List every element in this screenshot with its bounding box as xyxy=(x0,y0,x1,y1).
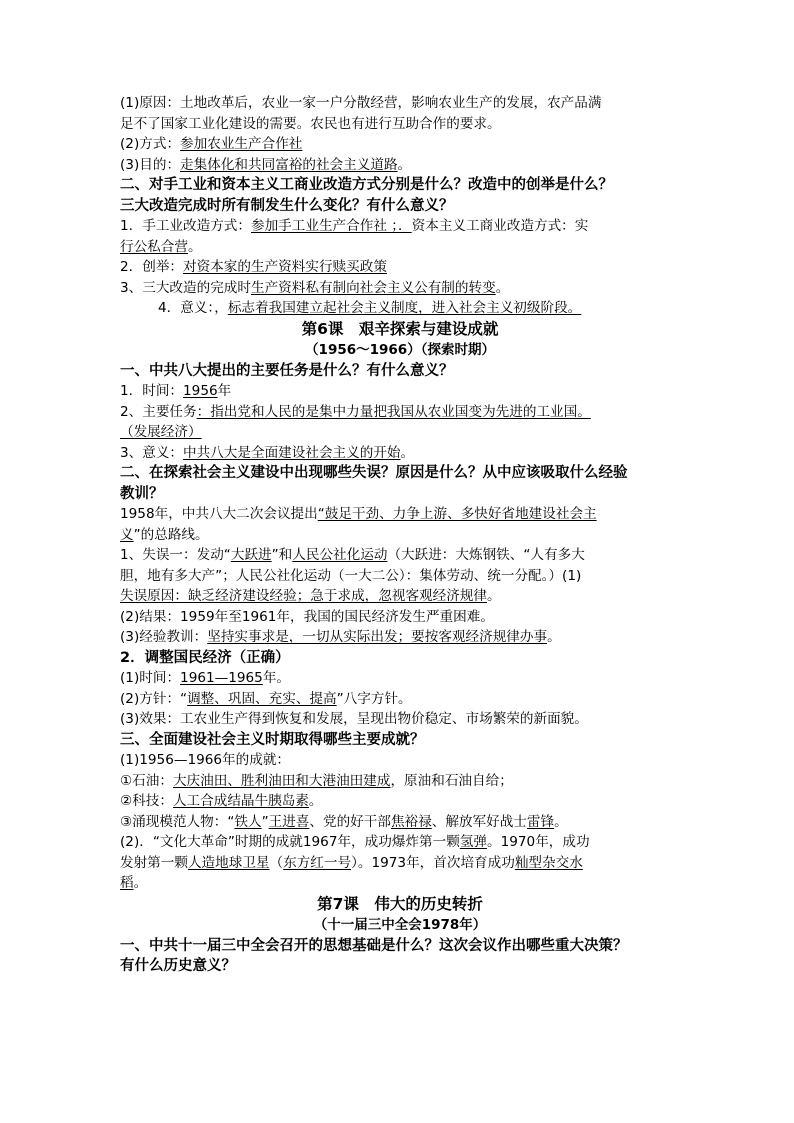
text-span: 胆，地有多大产”；人民公社化运动（一大二公）：集体劳动、统一分配。）(1) xyxy=(120,567,582,584)
text-line xyxy=(120,381,680,402)
text-span: 二、在探索社会主义建设中出现哪些失误？原因是什么？从中应该吸取什么经验 xyxy=(120,465,628,481)
text-line xyxy=(120,689,680,710)
text-span: 三大改造完成时所有制发生什么变化？有什么意义？ xyxy=(120,197,454,214)
underlined-answer: 调整、巩固、充实、提高 xyxy=(187,690,337,707)
underlined-answer: 走集体化和共同富裕的社会主义道路 xyxy=(180,156,398,173)
underlined-answer: 对资本家的生产资料实行赎买政策 xyxy=(183,259,387,275)
underlined-answer: 氢弹 xyxy=(459,834,487,850)
underlined-answer: 义 xyxy=(120,526,134,543)
lesson-subtitle xyxy=(120,915,680,936)
question-heading xyxy=(120,463,680,484)
underlined-answer: 大庆油田、胜利油田和大港油田建成 xyxy=(172,772,391,789)
text-span: (1)1956—1966年的成就： xyxy=(120,752,291,768)
text-line xyxy=(120,853,680,874)
text-span: (2)方式： xyxy=(120,136,181,152)
text-line xyxy=(120,134,680,155)
text-line xyxy=(120,422,680,443)
text-span: 3、三大改造的完成时 xyxy=(120,279,251,296)
text-span: 。 xyxy=(554,813,568,830)
text-span: 第6课 艰辛探索与建设成就 xyxy=(301,319,499,338)
text-span: (2)结果：1959年至1961年，我国的国民经济发生严重困难。 xyxy=(120,608,494,625)
text-line xyxy=(120,402,680,423)
text-span: ” xyxy=(261,813,269,830)
text-span: 2．创举： xyxy=(120,259,184,275)
question-heading xyxy=(120,196,680,217)
underlined-answer: 大跃进 xyxy=(230,547,272,563)
text-span: （十一届三中全会1978年） xyxy=(313,916,487,933)
text-span: ”和 xyxy=(271,547,293,563)
underlined-answer: 参加农业生产合作社 xyxy=(180,136,303,152)
text-line xyxy=(120,443,680,464)
text-span: 3、意义： xyxy=(120,444,184,461)
underlined-answer: 参加手工业生产合作社 ；． xyxy=(251,218,412,234)
text-span: 、党的好干部 xyxy=(309,813,391,830)
text-span: 。 xyxy=(397,156,412,173)
text-span: ，原油和石油自给； xyxy=(390,772,513,789)
text-span: 第7课 伟大的历史转折 xyxy=(317,894,483,913)
question-heading xyxy=(120,361,680,382)
question-heading xyxy=(120,956,680,977)
text-span: 。 xyxy=(133,875,148,891)
question-heading xyxy=(120,730,680,751)
text-line xyxy=(120,668,680,689)
text-line xyxy=(120,607,680,628)
question-heading xyxy=(120,175,680,196)
text-line xyxy=(120,278,680,299)
underlined-answer: 1956 xyxy=(183,383,218,399)
lesson-subtitle xyxy=(120,340,680,361)
text-span: 、解放军好战士 xyxy=(431,813,527,830)
underlined-answer: 人民公社化运动 xyxy=(292,547,388,563)
text-span: 1．时间： xyxy=(120,383,184,399)
question-heading xyxy=(120,648,680,669)
text-span: （大跃进：大炼钢铁、“人有多大 xyxy=(387,547,585,563)
text-line xyxy=(120,237,680,258)
text-line xyxy=(120,504,680,525)
text-span: (3)经验教训： xyxy=(120,629,208,645)
underlined-answer: 铁人 xyxy=(234,813,262,830)
text-span: （ xyxy=(269,854,284,871)
underlined-answer: 雷锋 xyxy=(526,813,555,830)
lesson-title xyxy=(120,894,680,915)
text-line xyxy=(120,709,680,730)
text-line xyxy=(120,566,680,587)
text-span: (3)效果：工农业生产得到恢复和发展，呈现出物价稳定、市场繁荣的新面貌。 xyxy=(120,711,588,727)
underlined-answer: 籼型杂交水 xyxy=(514,854,583,871)
text-span: ”的总路线。 xyxy=(133,526,209,543)
text-span: 年 xyxy=(217,383,232,399)
text-line xyxy=(120,155,680,176)
text-span: (2)方针：“ xyxy=(120,690,188,707)
text-span: 1958年，中共八大二次会议提出 xyxy=(120,506,318,522)
text-line xyxy=(120,873,680,894)
text-line xyxy=(120,812,680,833)
text-span: 。 xyxy=(495,279,510,296)
text-span: 。1970年，成功 xyxy=(487,834,590,850)
text-span: 。 xyxy=(187,238,202,255)
text-span: 1．手工业改造方式： xyxy=(120,218,251,234)
text-span: 资本主义工商业改造方式：实 xyxy=(411,218,589,234)
underlined-answer: 东方红一号 xyxy=(283,854,352,871)
underlined-answer: 中共八大是全面建设社会主义的开始 xyxy=(183,444,401,461)
text-span: 三、全面建设社会主义时期取得哪些主要成就？ xyxy=(120,731,425,748)
underlined-answer: 坚持实事求是，一切从实际出发；要按客观经济规律办事 xyxy=(207,629,548,645)
text-span: (1)时间： xyxy=(120,670,181,686)
text-span: 4．意义：， xyxy=(158,300,228,316)
text-line xyxy=(120,525,680,546)
text-span: ）。1973年，首次培育成功 xyxy=(351,854,515,871)
text-span: 发射第一颗 xyxy=(120,854,188,871)
question-heading xyxy=(120,936,680,957)
text-line xyxy=(120,114,680,135)
text-line xyxy=(120,216,680,237)
underlined-answer: 人造地球卫星 xyxy=(187,854,270,871)
text-span: (1)原因：土地改革后，农业一家一户分散经营，影响农业生产的发展，农产品满 xyxy=(120,95,602,111)
underlined-answer: ：指出党和人民的是集中力量把我国从农业国变为先进的工业国。 xyxy=(196,403,591,420)
text-span: ”八字方针。 xyxy=(336,690,412,707)
underlined-answer: 生产资料私有制向社会主义公有制的转变 xyxy=(251,279,496,296)
text-span: 一、中共八大提出的主要任务是什么？有什么意义？ xyxy=(120,362,454,379)
lesson-title xyxy=(120,319,680,340)
underlined-answer: 人工合成结晶牛胰岛素 xyxy=(172,793,309,809)
text-span: 。 xyxy=(308,793,323,809)
text-line xyxy=(120,298,680,319)
underlined-answer: 稻 xyxy=(120,875,134,891)
text-span: 2、主要任务 xyxy=(120,403,197,420)
underlined-answer: 失误原因：缺乏经济建设经验；急于求成，忽视客观经济规律 xyxy=(120,588,488,604)
text-line xyxy=(120,586,680,607)
question-heading xyxy=(120,484,680,505)
underlined-answer: 1961—1965 xyxy=(180,670,263,686)
text-span: 有什么历史意义？ xyxy=(120,958,236,974)
underlined-answer: 标志着我国建立起社会主义制度，进入社会主义初级阶段。 xyxy=(227,300,582,316)
underlined-answer: （发展经济） xyxy=(120,424,202,440)
text-span: ①石油： xyxy=(120,772,173,789)
text-span: 。 xyxy=(400,444,415,461)
text-span: (2)．“文化大革命”时期的成就1967年，成功爆炸第一颗 xyxy=(120,834,460,850)
text-line xyxy=(120,627,680,648)
text-line xyxy=(120,832,680,853)
text-span: 1、失误一：发动“ xyxy=(120,547,231,563)
text-line xyxy=(120,791,680,812)
text-span: 年。 xyxy=(262,670,291,686)
text-span: 教训？ xyxy=(120,485,164,502)
text-line xyxy=(120,257,680,278)
text-span: (3)目的： xyxy=(120,156,181,173)
underlined-answer: 王进喜 xyxy=(268,813,310,830)
text-line xyxy=(120,545,680,566)
underlined-answer: 焦裕禄 xyxy=(390,813,432,830)
text-span: 。 xyxy=(547,629,561,645)
document-page xyxy=(120,93,680,977)
text-span: 一、中共十一届三中全会召开的思想基础是什么？这次会议作出哪些重大决策？ xyxy=(120,937,628,954)
underlined-answer: 行公私合营 xyxy=(120,238,188,255)
text-line xyxy=(120,93,680,114)
underlined-answer: “鼓足干劲、力争上游、多快好省地建设社会主 xyxy=(317,506,597,522)
text-span: （1956～1966）（探索时期） xyxy=(305,341,495,358)
text-span: ③涌现模范人物：“ xyxy=(120,813,235,830)
text-line xyxy=(120,771,680,792)
text-span: 2．调整国民经济（正确） xyxy=(120,649,290,666)
text-span: 二、对手工业和资本主义工商业改造方式分别是什么？改造中的创举是什么？ xyxy=(120,177,613,193)
text-span: 。 xyxy=(487,588,501,604)
text-line xyxy=(120,750,680,771)
text-span: ②科技： xyxy=(120,793,173,809)
text-span: 足不了国家工业化建设的需要。农民也有进行互助合作的要求。 xyxy=(120,115,501,132)
